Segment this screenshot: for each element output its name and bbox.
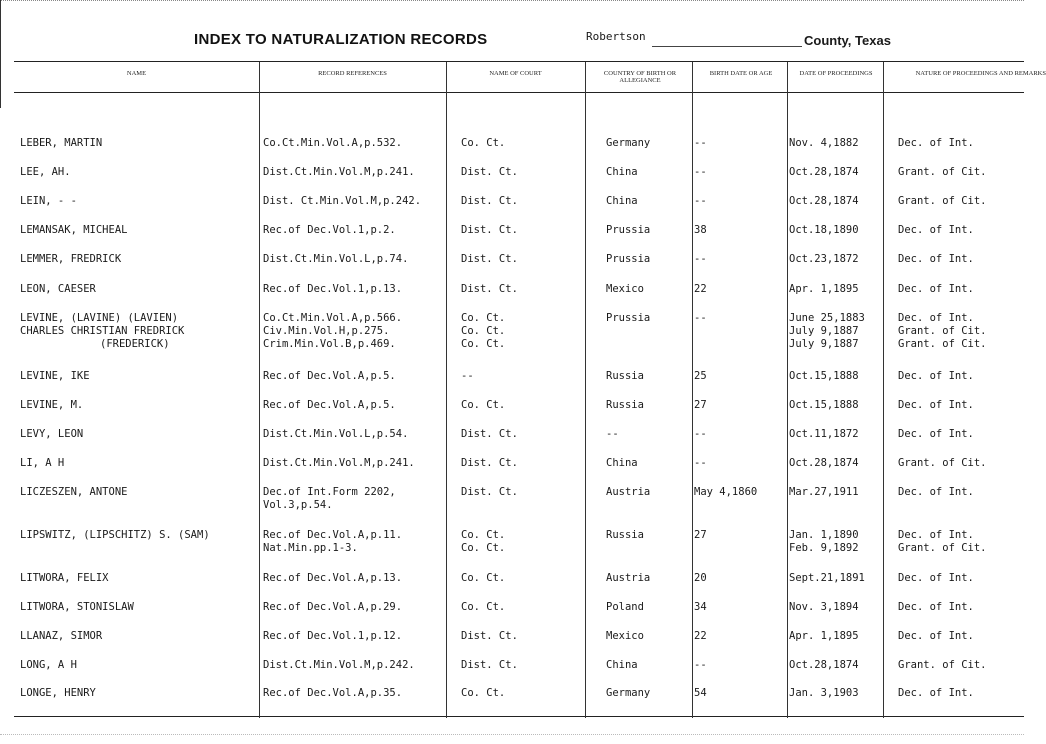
record-reference: Rec.of Dec.Vol.A,p.13. — [263, 572, 403, 584]
record-court: Co. Ct. — [461, 572, 506, 584]
record-date: Oct.15,1888 — [789, 399, 859, 411]
record-name: LONG, A H — [20, 659, 77, 671]
record-name: LEON, CAESER — [20, 283, 96, 295]
record-name: LEVINE, (LAVINE) (LAVIEN) — [20, 312, 179, 324]
record-date: July 9,1887 — [789, 325, 859, 337]
record-name: LEIN, - - — [20, 195, 77, 207]
record-birth-age: -- — [694, 457, 707, 469]
record-date: Oct.28,1874 — [789, 195, 859, 207]
record-reference: Civ.Min.Vol.H,p.275. — [263, 325, 390, 337]
record-court: Dist. Ct. — [461, 630, 518, 642]
record-court: Co. Ct. — [461, 542, 506, 554]
record-birth-age: 27 — [694, 529, 707, 541]
record-court: Dist. Ct. — [461, 283, 518, 295]
record-court: Co. Ct. — [461, 399, 506, 411]
record-name: LEMMER, FREDRICK — [20, 253, 122, 265]
record-reference: Dist.Ct.Min.Vol.L,p.54. — [263, 428, 409, 440]
column-header-country: COUNTRY OF BIRTH OR ALLEGIANCE — [603, 70, 677, 84]
record-nature: Dec. of Int. — [898, 601, 974, 613]
record-nature: Grant. of Cit. — [898, 659, 987, 671]
record-court: -- — [461, 370, 474, 382]
record-nature: Dec. of Int. — [898, 283, 974, 295]
record-country: Mexico — [606, 283, 644, 295]
record-country: Russia — [606, 529, 644, 541]
record-reference: Rec.of Dec.Vol.A,p.11. — [263, 529, 403, 541]
record-date: July 9,1887 — [789, 338, 859, 350]
record-court: Dist. Ct. — [461, 659, 518, 671]
record-name: LI, A H — [20, 457, 65, 469]
record-date: Oct.28,1874 — [789, 166, 859, 178]
column-header-name: NAME — [126, 70, 147, 77]
record-date: Apr. 1,1895 — [789, 630, 859, 642]
record-reference: Nat.Min.pp.1-3. — [263, 542, 358, 554]
record-name: LITWORA, FELIX — [20, 572, 109, 584]
record-nature: Grant. of Cit. — [898, 195, 987, 207]
record-country: -- — [606, 428, 619, 440]
record-date: Jan. 3,1903 — [789, 687, 859, 699]
record-court: Dist. Ct. — [461, 486, 518, 498]
record-nature: Dec. of Int. — [898, 529, 974, 541]
record-date: Nov. 4,1882 — [789, 137, 859, 149]
record-court: Co. Ct. — [461, 529, 506, 541]
record-nature: Dec. of Int. — [898, 137, 974, 149]
record-court: Co. Ct. — [461, 312, 506, 324]
record-nature: Grant. of Cit. — [898, 542, 987, 554]
record-court: Dist. Ct. — [461, 195, 518, 207]
page-title: INDEX TO NATURALIZATION RECORDS — [194, 31, 488, 48]
record-birth-age: 25 — [694, 370, 707, 382]
record-reference: Co.Ct.Min.Vol.A,p.566. — [263, 312, 403, 324]
record-name: LEMANSAK, MICHEAL — [20, 224, 128, 236]
record-birth-age: -- — [694, 659, 707, 671]
record-country: Mexico — [606, 630, 644, 642]
record-reference: Co.Ct.Min.Vol.A,p.532. — [263, 137, 403, 149]
record-nature: Dec. of Int. — [898, 370, 974, 382]
record-court: Co. Ct. — [461, 687, 506, 699]
record-reference: Rec.of Dec.Vol.A,p.5. — [263, 370, 396, 382]
record-nature: Dec. of Int. — [898, 253, 974, 265]
record-birth-age: May 4,1860 — [694, 486, 758, 498]
record-nature: Grant. of Cit. — [898, 166, 987, 178]
record-country: China — [606, 659, 638, 671]
record-nature: Dec. of Int. — [898, 428, 974, 440]
column-header-birth-date: BIRTH DATE OR AGE — [709, 70, 773, 77]
record-court: Co. Ct. — [461, 325, 506, 337]
record-nature: Grant. of Cit. — [898, 457, 987, 469]
record-country: Austria — [606, 486, 651, 498]
record-court: Dist. Ct. — [461, 166, 518, 178]
record-name: LIPSWITZ, (LIPSCHITZ) S. (SAM) — [20, 529, 210, 541]
record-date: Feb. 9,1892 — [789, 542, 859, 554]
record-reference: Rec.of Dec.Vol.A,p.5. — [263, 399, 396, 411]
record-reference: Rec.of Dec.Vol.1,p.2. — [263, 224, 396, 236]
record-court: Dist. Ct. — [461, 457, 518, 469]
column-header-date-of-proceedings: DATE OF PROCEEDINGS — [799, 70, 873, 77]
record-date: Sept.21,1891 — [789, 572, 865, 584]
record-date: June 25,1883 — [789, 312, 865, 324]
record-reference: Rec.of Dec.Vol.A,p.35. — [263, 687, 403, 699]
record-birth-age: -- — [694, 166, 707, 178]
record-date: Mar.27,1911 — [789, 486, 859, 498]
record-reference: Rec.of Dec.Vol.A,p.29. — [263, 601, 403, 613]
record-nature: Dec. of Int. — [898, 630, 974, 642]
record-country: China — [606, 457, 638, 469]
record-birth-age: 27 — [694, 399, 707, 411]
column-header-record-references: RECORD REFERENCES — [318, 70, 387, 77]
record-birth-age: 54 — [694, 687, 707, 699]
record-nature: Dec. of Int. — [898, 312, 974, 324]
record-country: China — [606, 166, 638, 178]
record-nature: Grant. of Cit. — [898, 325, 987, 337]
record-name: LONGE, HENRY — [20, 687, 96, 699]
record-reference: Vol.3,p.54. — [263, 499, 333, 511]
county-name: Robertson — [586, 30, 646, 43]
record-date: Oct.11,1872 — [789, 428, 859, 440]
record-country: Austria — [606, 572, 651, 584]
record-nature: Dec. of Int. — [898, 572, 974, 584]
record-country: Germany — [606, 137, 651, 149]
record-date: Oct.23,1872 — [789, 253, 859, 265]
record-court: Co. Ct. — [461, 338, 506, 350]
record-country: Poland — [606, 601, 644, 613]
record-reference: Rec.of Dec.Vol.1,p.13. — [263, 283, 403, 295]
record-birth-age: -- — [694, 195, 707, 207]
record-reference: Dist.Ct.Min.Vol.M,p.241. — [263, 457, 415, 469]
record-birth-age: 38 — [694, 224, 707, 236]
record-reference: Dist.Ct.Min.Vol.M,p.242. — [263, 659, 415, 671]
record-nature: Dec. of Int. — [898, 486, 974, 498]
record-court: Dist. Ct. — [461, 428, 518, 440]
record-nature: Dec. of Int. — [898, 687, 974, 699]
record-nature: Dec. of Int. — [898, 224, 974, 236]
record-name: CHARLES CHRISTIAN FREDRICK — [20, 325, 185, 337]
record-name: LEVINE, M. — [20, 399, 84, 411]
record-date: Nov. 3,1894 — [789, 601, 859, 613]
record-court: Dist. Ct. — [461, 224, 518, 236]
record-birth-age: -- — [694, 312, 707, 324]
record-birth-age: 34 — [694, 601, 707, 613]
record-country: Prussia — [606, 253, 651, 265]
record-country: Russia — [606, 399, 644, 411]
record-country: Germany — [606, 687, 651, 699]
record-name: LEVINE, IKE — [20, 370, 90, 382]
record-date: Apr. 1,1895 — [789, 283, 859, 295]
record-birth-age: -- — [694, 137, 707, 149]
record-birth-age: -- — [694, 253, 707, 265]
record-reference: Dist.Ct.Min.Vol.M,p.241. — [263, 166, 415, 178]
record-date: Oct.15,1888 — [789, 370, 859, 382]
record-name: LICZESZEN, ANTONE — [20, 486, 128, 498]
record-country: Prussia — [606, 312, 651, 324]
record-nature: Grant. of Cit. — [898, 338, 987, 350]
record-reference: Rec.of Dec.Vol.1,p.12. — [263, 630, 403, 642]
column-header-nature-remarks: NATURE OF PROCEEDINGS AND REMARKS — [915, 70, 1046, 77]
record-name: LLANAZ, SIMOR — [20, 630, 103, 642]
record-name: (FREDERICK) — [100, 338, 170, 350]
record-reference: Dist. Ct.Min.Vol.M,p.242. — [263, 195, 422, 207]
record-birth-age: 20 — [694, 572, 707, 584]
record-date: Oct.18,1890 — [789, 224, 859, 236]
record-country: China — [606, 195, 638, 207]
record-name: LITWORA, STONISLAW — [20, 601, 134, 613]
record-name: LEVY, LEON — [20, 428, 84, 440]
record-birth-age: 22 — [694, 283, 707, 295]
record-country: Prussia — [606, 224, 651, 236]
record-name: LEE, AH. — [20, 166, 71, 178]
record-reference: Crim.Min.Vol.B,p.469. — [263, 338, 396, 350]
record-date: Jan. 1,1890 — [789, 529, 859, 541]
record-date: Oct.28,1874 — [789, 659, 859, 671]
record-reference: Dec.of Int.Form 2202, — [263, 486, 396, 498]
record-court: Co. Ct. — [461, 601, 506, 613]
record-country: Russia — [606, 370, 644, 382]
record-name: LEBER, MARTIN — [20, 137, 103, 149]
record-reference: Dist.Ct.Min.Vol.L,p.74. — [263, 253, 409, 265]
record-date: Oct.28,1874 — [789, 457, 859, 469]
record-court: Co. Ct. — [461, 137, 506, 149]
record-birth-age: 22 — [694, 630, 707, 642]
bottom-edge-dots — [0, 734, 1024, 735]
record-nature: Dec. of Int. — [898, 399, 974, 411]
record-court: Dist. Ct. — [461, 253, 518, 265]
record-birth-age: -- — [694, 428, 707, 440]
county-state-label: County, Texas — [804, 33, 891, 48]
column-header-court: NAME OF COURT — [489, 70, 542, 77]
